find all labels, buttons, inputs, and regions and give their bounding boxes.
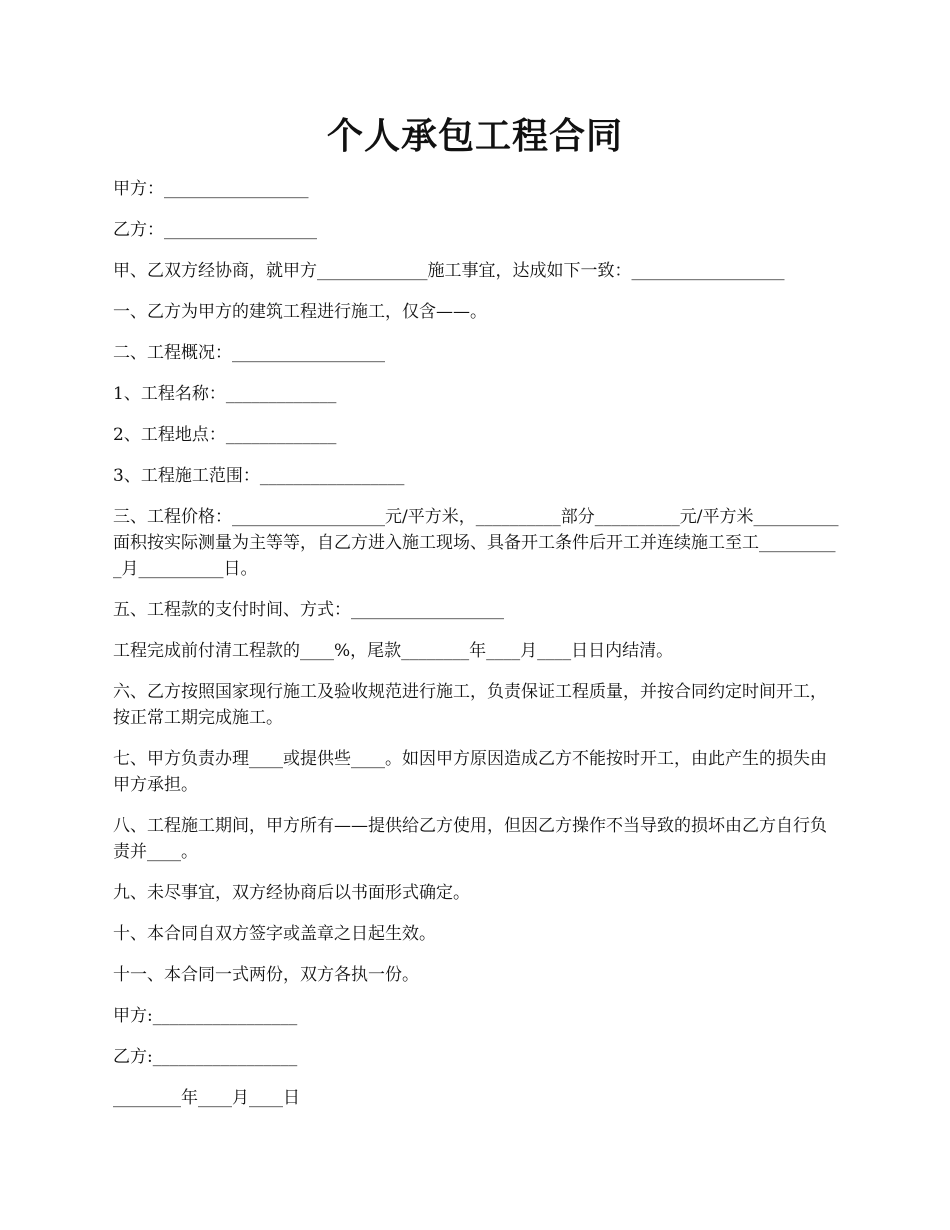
payment-terms-line: 工程完成前付清工程款的____%，尾款________年____月____日日内结清。: [113, 641, 674, 661]
party-b-line: 乙方：__________________: [113, 220, 317, 240]
clause-8: 八、工程施工期间，甲方所有——提供给乙方使用，但因乙方操作不当导致的损坏由乙方自行负责并____。: [113, 816, 827, 862]
clause-7: 七、甲方负责办理____或提供些____。如因甲方原因造成乙方不能按时开工，由此产生的损失由甲方承担。: [113, 749, 827, 795]
clause-9: 九、未尽事宜，双方经协商后以书面形式确定。: [113, 883, 470, 903]
document-title: 个人承包工程合同: [326, 115, 623, 157]
signature-party-a: 甲方:_________________: [113, 1006, 298, 1026]
signature-party-b: 乙方:_________________: [113, 1047, 298, 1067]
signature-date: ________年____月____日: [113, 1088, 300, 1108]
project-location-line: 2、工程地点：_____________: [113, 425, 337, 445]
party-a-line: 甲方：_________________: [113, 179, 309, 199]
clause-10: 十、本合同自双方签字或盖章之日起生效。: [113, 924, 436, 944]
clause-6: 六、乙方按照国家现行施工及验收规范进行施工，负责保证工程质量，并按合同约定时间开工，按正常工期完成施工。: [113, 682, 827, 728]
clause-5-payment: 五、工程款的支付时间、方式：__________________: [113, 600, 504, 620]
project-scope-line: 3、工程施工范围：_________________: [113, 466, 405, 486]
clause-1: 一、乙方为甲方的建筑工程进行施工，仅含——。: [113, 302, 487, 322]
clause-3-price: 三、工程价格：__________________元/平方米，__________部分__________元/平方米__________面积按实际测量为主等等，自乙方进入施工现场、具备开工条件后开工并连续施工至工__________月__________日。: [113, 507, 839, 579]
clause-2-overview: 二、工程概况：__________________: [113, 343, 385, 363]
agreement-intro: 甲、乙双方经协商，就甲方_____________施工事宜，达成如下一致：__________________: [113, 261, 785, 281]
clause-11: 十一、本合同一式两份，双方各执一份。: [113, 965, 419, 985]
document-body: [113, 176, 841, 1126]
project-name-line: 1、工程名称：_____________: [113, 384, 337, 404]
